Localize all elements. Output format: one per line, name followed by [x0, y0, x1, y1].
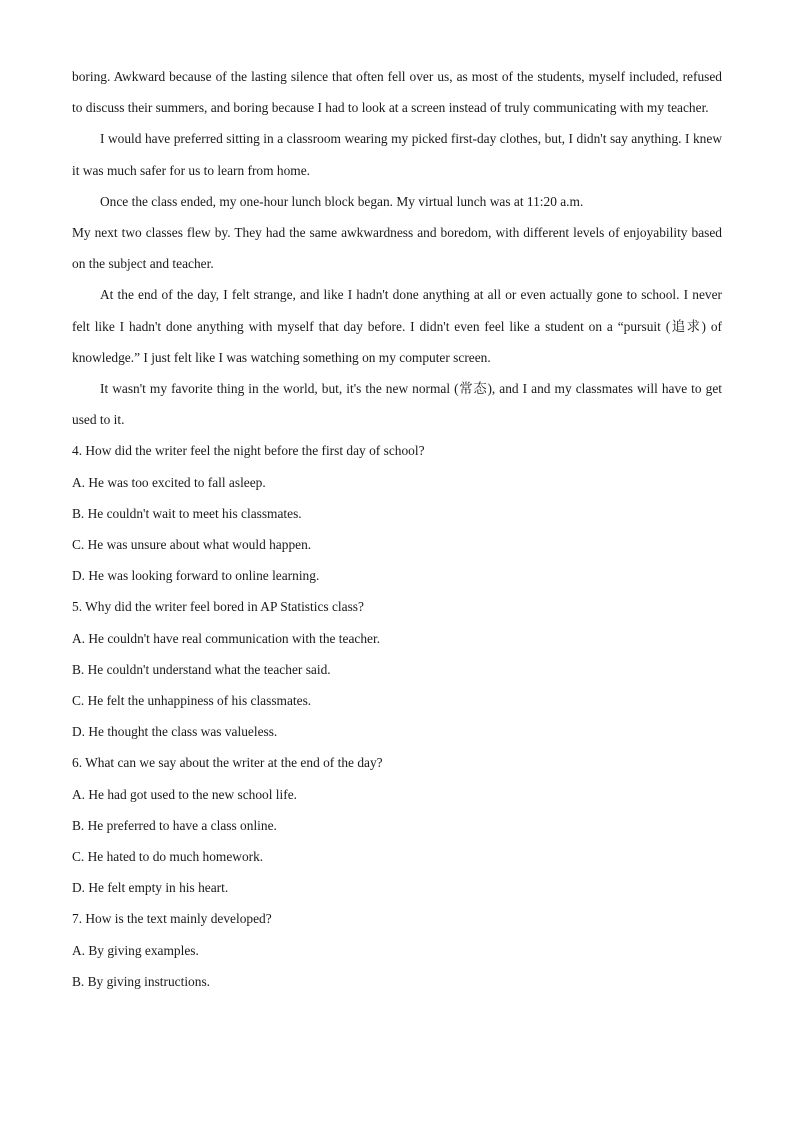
answer-option-b: B. He preferred to have a class online. [72, 817, 277, 833]
answer-option-c: C. He felt the unhappiness of his classmates. [72, 693, 312, 709]
document-page [72, 61, 722, 997]
question-6 [72, 747, 722, 903]
answer-option-b: B. He couldn't wait to meet his classmates. [72, 505, 302, 521]
question-stem: 6. What can we say about the writer at the end of the day? [72, 755, 383, 771]
question-stem: 4. How did the writer feel the night before the first day of school? [72, 443, 425, 459]
passage-paragraph-6: It wasn't my favorite thing in the world, but, it's the new normal (常态), and I and my classmates will have to get used to it. [72, 381, 722, 428]
answer-option-d: D. He was looking forward to online learning. [72, 568, 320, 584]
passage-paragraph-1: boring. Awkward because of the lasting silence that often fell over us, as most of the students, myself included, refused to discuss their summers, and boring because I had to look at a screen instead of truly communicating with my teacher. [72, 69, 722, 116]
answer-option-b: B. By giving instructions. [72, 973, 211, 989]
question-4 [72, 435, 722, 591]
answer-option-d: D. He felt empty in his heart. [72, 880, 229, 896]
question-5 [72, 591, 722, 747]
passage-paragraph-2: I would have preferred sitting in a classroom wearing my picked first-day clothes, but, I didn't say anything. I knew it was much safer for us to learn from home. [72, 131, 722, 178]
answer-option-a: A. He couldn't have real communication with the teacher. [72, 630, 381, 646]
answer-option-a: A. He was too excited to fall asleep. [72, 474, 266, 490]
answer-option-d: D. He thought the class was valueless. [72, 724, 278, 740]
answer-option-a: A. By giving examples. [72, 942, 199, 958]
question-stem: 5. Why did the writer feel bored in AP Statistics class? [72, 599, 364, 615]
answer-option-a: A. He had got used to the new school life. [72, 786, 297, 802]
question-stem: 7. How is the text mainly developed? [72, 911, 272, 927]
passage-paragraph-5: At the end of the day, I felt strange, and like I hadn't done anything at all or even actually gone to school. I never felt like I hadn't done anything with myself that day before. I didn't even feel like a student on a “pursuit (追求) of knowledge.” I just felt like I was watching something on my computer screen. [72, 287, 722, 365]
answer-option-b: B. He couldn't understand what the teacher said. [72, 661, 331, 677]
passage-paragraph-4: My next two classes flew by. They had the same awkwardness and boredom, with different levels of enjoyability based on the subject and teacher. [72, 225, 722, 272]
answer-option-c: C. He hated to do much homework. [72, 849, 264, 865]
answer-option-c: C. He was unsure about what would happen. [72, 537, 312, 553]
passage-paragraph-3: Once the class ended, my one-hour lunch block began. My virtual lunch was at 11:20 a.m. [100, 193, 584, 209]
question-7 [72, 903, 722, 997]
